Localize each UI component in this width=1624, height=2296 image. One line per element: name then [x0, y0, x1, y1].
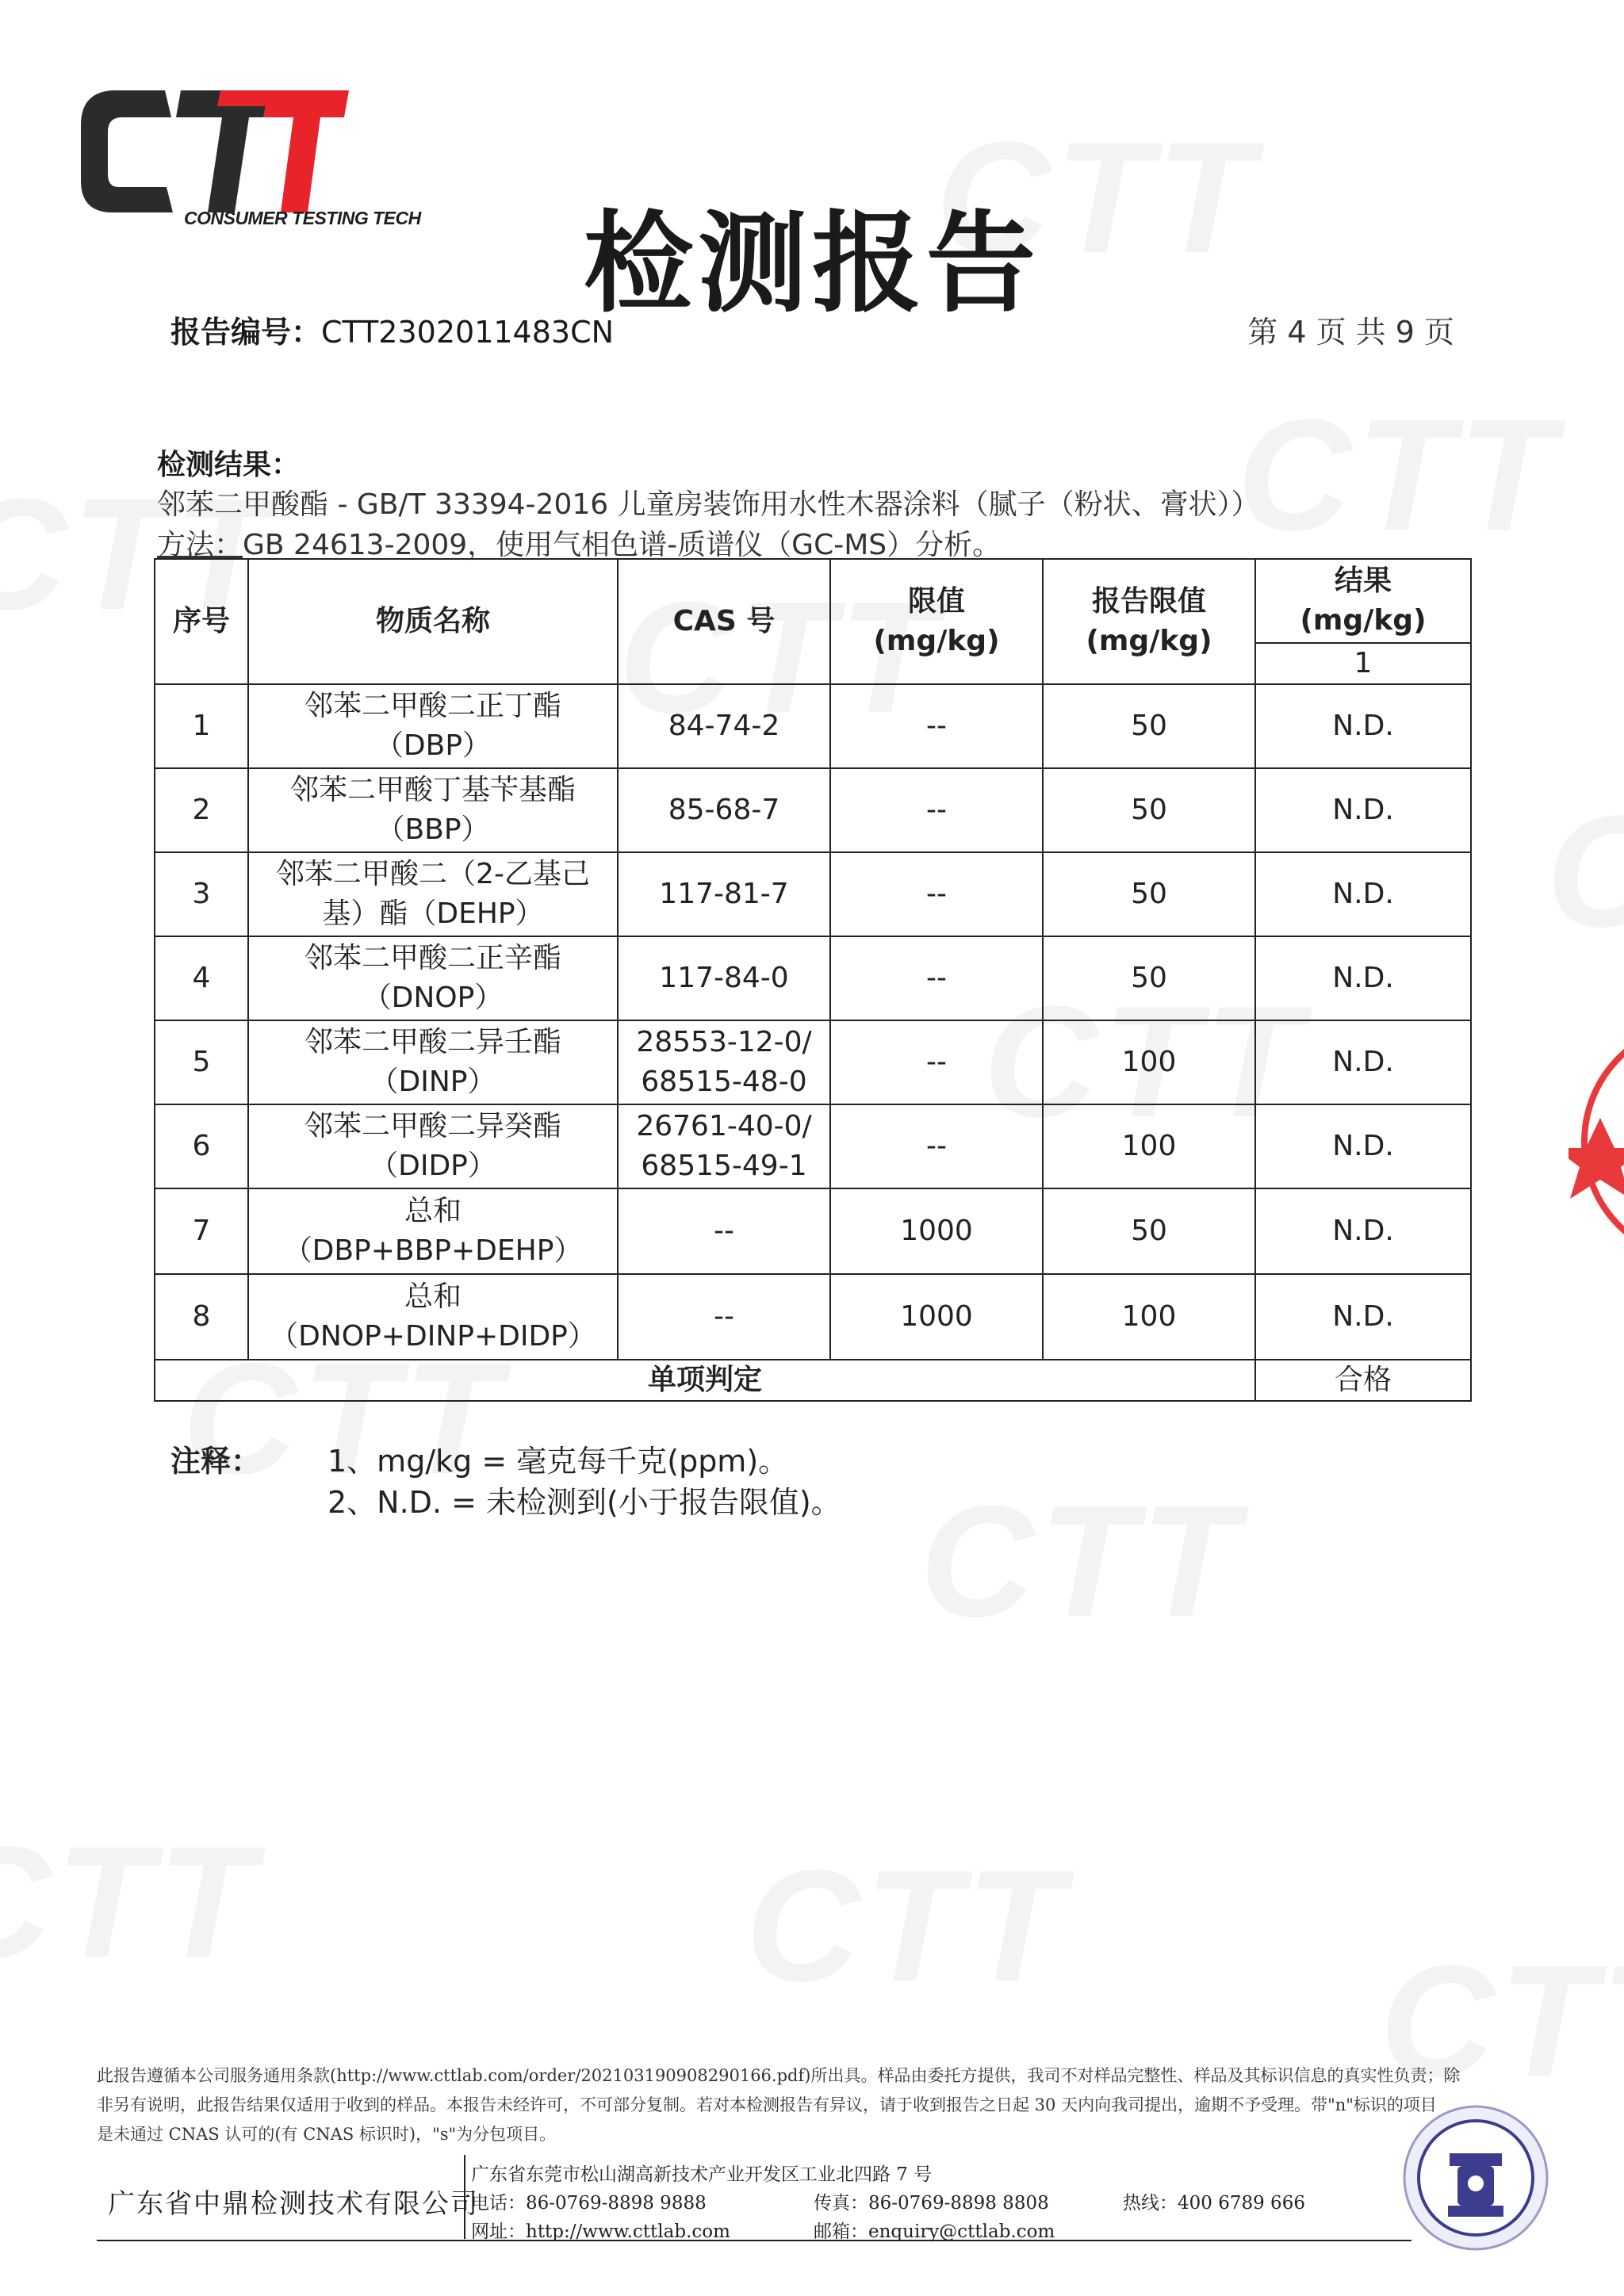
footer-rule — [97, 2240, 1411, 2241]
cell-no-text: 3 — [192, 878, 211, 910]
cell-no-text: 8 — [192, 1300, 211, 1333]
header-limit — [830, 559, 1043, 684]
cell-limit — [830, 852, 1043, 936]
cell-report-limit — [1043, 684, 1255, 768]
watermark — [920, 1483, 1243, 1641]
cell-report-limit — [1043, 1104, 1255, 1188]
report-number — [170, 308, 614, 351]
method-line — [157, 522, 1001, 563]
table-row — [155, 1020, 1471, 1104]
cell-result — [1255, 1188, 1471, 1274]
cell-limit — [830, 1104, 1043, 1188]
cell-cas-text: 117-84-0 — [659, 962, 789, 994]
method-value: GB 24613-2009，使用气相色谱-质谱仪（GC-MS）分析。 — [243, 529, 1002, 561]
cell-no-text: 5 — [192, 1046, 211, 1078]
header-limit-unit: (mg/kg) — [873, 625, 1000, 657]
cell-result-text: N.D. — [1332, 710, 1394, 742]
cell-substance-text: （DIDP） — [370, 1150, 496, 1182]
cell-substance-text: 邻苯二甲酸二正丁酯 — [304, 690, 561, 722]
footer-address: 广东省东莞市松山湖高新技术产业开发区工业北四路 7 号 — [471, 2164, 933, 2185]
note-item: 1、mg/kg = 毫克每千克(ppm)。 — [327, 1444, 789, 1479]
cell-no — [155, 768, 248, 852]
cell-substance-text: （DNOP） — [362, 982, 504, 1014]
cell-substance-text: 基）酯（DEHP） — [322, 897, 544, 930]
cell-report-limit-text: 50 — [1131, 962, 1167, 994]
cell-limit — [830, 684, 1043, 768]
cell-limit — [830, 1274, 1043, 1360]
cell-cas-text: 84-74-2 — [668, 710, 780, 742]
cell-cas — [618, 936, 830, 1020]
disclaimer-line: 是未通过 CNAS 认可的(有 CNAS 标识时)，"s"为分包项目。 — [97, 2125, 557, 2144]
disclaimer-line: 非另有说明，此报告结果仅适用于收到的样品。本报告未经许可，不可部分复制。若对本检测报告有异议，请于收到报告之日起 30 天内向我司提出，逾期不予受理。带"n"标识的项目 — [97, 2095, 1437, 2114]
cell-report-limit — [1043, 852, 1255, 936]
cell-report-limit-text: 50 — [1131, 878, 1167, 910]
cell-report-limit — [1043, 768, 1255, 852]
cell-substance-text: 邻苯二甲酸二异癸酯 — [304, 1110, 561, 1142]
cell-result-text: N.D. — [1332, 1130, 1394, 1162]
cell-result — [1255, 684, 1471, 768]
cell-cas — [618, 1104, 830, 1188]
watermark — [0, 1823, 259, 1982]
cell-no-text: 7 — [192, 1215, 211, 1247]
cell-cas — [618, 852, 830, 936]
verdict-value: 合格 — [1255, 1360, 1471, 1401]
cell-result-text: N.D. — [1332, 878, 1394, 910]
cell-substance-text: （DBP+BBP+DEHP） — [283, 1234, 583, 1267]
footer-website[interactable]: 网址：http://www.cttlab.com — [471, 2221, 730, 2242]
cell-substance-text: 邻苯二甲酸二（2-乙基己 — [276, 858, 590, 890]
cell-cas-text: 68515-48-0 — [641, 1066, 807, 1098]
cell-report-limit-text: 50 — [1131, 710, 1167, 742]
verdict-label: 单项判定 — [155, 1360, 1255, 1401]
cell-no-text: 2 — [192, 794, 211, 826]
cell-substance — [248, 936, 618, 1020]
header-report-limit-label: 报告限值 — [1091, 585, 1206, 618]
header-result-label: 结果 — [1334, 564, 1392, 597]
cell-no — [155, 852, 248, 936]
header-cas: CAS 号 — [618, 559, 830, 684]
watermark — [1237, 396, 1560, 555]
cell-limit — [830, 936, 1043, 1020]
header-sample-no: 1 — [1255, 643, 1471, 684]
cell-report-limit — [1043, 1020, 1255, 1104]
cell-result — [1255, 1020, 1471, 1104]
logo-tagline: CONSUMER TESTING TECH — [184, 208, 421, 228]
cell-no — [155, 936, 248, 1020]
cell-report-limit-text: 100 — [1121, 1046, 1177, 1078]
cell-cas — [618, 768, 830, 852]
cell-no — [155, 684, 248, 768]
cell-cas-text: 85-68-7 — [668, 794, 780, 826]
note-item: 2、N.D. = 未检测到(小于报告限值)。 — [327, 1485, 841, 1520]
cell-limit-text: -- — [926, 878, 947, 910]
cell-cas-text: 26761-40-0/ — [636, 1110, 812, 1142]
cell-report-limit-text: 50 — [1131, 794, 1167, 826]
page-title: 检测报告 — [583, 200, 1040, 327]
cell-result — [1255, 852, 1471, 936]
cell-cas-text: -- — [714, 1300, 734, 1333]
cell-cas — [618, 1274, 830, 1360]
method-label: 方法： — [157, 529, 243, 561]
cell-result-text: N.D. — [1332, 1215, 1394, 1247]
table-row — [155, 852, 1471, 936]
cell-limit — [830, 1188, 1043, 1274]
cell-cas-text: 28553-12-0/ — [636, 1026, 812, 1058]
cell-cas-text: 117-81-7 — [659, 878, 789, 910]
cell-substance-text: 邻苯二甲酸丁基苄基酯 — [289, 774, 576, 806]
cell-limit-text: -- — [926, 794, 947, 826]
cell-report-limit — [1043, 936, 1255, 1020]
cell-no-text: 1 — [192, 710, 211, 742]
cell-cas-text: -- — [714, 1215, 734, 1247]
cell-substance-text: （DBP） — [374, 729, 492, 762]
cell-no-text: 6 — [192, 1130, 211, 1162]
cell-result-text: N.D. — [1332, 1046, 1394, 1078]
disclaimer — [97, 2061, 1532, 2149]
cell-substance — [248, 1274, 618, 1360]
cell-no — [155, 1188, 248, 1274]
results-table — [154, 558, 1472, 1402]
report-number-value: CTT2302011483CN — [321, 315, 615, 350]
cell-result — [1255, 1274, 1471, 1360]
header-substance: 物质名称 — [248, 559, 618, 684]
cell-no — [155, 1104, 248, 1188]
cell-report-limit — [1043, 1274, 1255, 1360]
table-row — [155, 936, 1471, 1020]
cell-substance-text: 总和 — [404, 1280, 462, 1313]
table-row — [155, 684, 1471, 768]
header-result — [1255, 559, 1471, 643]
cell-substance-text: 邻苯二甲酸二异壬酯 — [304, 1026, 561, 1058]
cell-limit-text: -- — [926, 962, 947, 994]
footer-email[interactable]: 邮箱：enquiry@cttlab.com — [814, 2221, 1055, 2242]
cell-limit-text: -- — [926, 710, 947, 742]
table-row — [155, 1104, 1471, 1188]
notes-label: 注释： — [170, 1444, 262, 1479]
page-info: 第 4 页 共 9 页 — [1247, 315, 1454, 350]
cell-limit-text: 1000 — [900, 1215, 973, 1247]
seal-fragment — [1568, 983, 1624, 1300]
header-report-limit — [1043, 559, 1255, 684]
cell-substance — [248, 684, 618, 768]
cell-result — [1255, 936, 1471, 1020]
watermark — [1546, 793, 1624, 951]
cell-report-limit-text: 100 — [1121, 1300, 1177, 1333]
table-row — [155, 1274, 1471, 1360]
cell-substance — [248, 852, 618, 936]
cell-limit-text: 1000 — [900, 1300, 973, 1333]
section-heading: 检测结果： — [157, 449, 301, 481]
cell-result-text: N.D. — [1332, 1300, 1394, 1333]
cell-report-limit — [1043, 1188, 1255, 1274]
cell-report-limit-text: 50 — [1131, 1215, 1167, 1247]
cell-substance-text: （BBP） — [376, 813, 490, 846]
cell-cas — [618, 1188, 830, 1274]
cell-report-limit-text: 100 — [1121, 1130, 1177, 1162]
cell-cas — [618, 1020, 830, 1104]
table-row — [155, 1188, 1471, 1274]
cell-substance — [248, 1020, 618, 1104]
cell-substance — [248, 1104, 618, 1188]
cell-substance-text: 邻苯二甲酸二正辛酯 — [304, 942, 561, 974]
footer-fax: 传真：86-0769-8898 8808 — [814, 2193, 1049, 2214]
report-number-label: 报告编号： — [170, 315, 322, 350]
cell-result-text: N.D. — [1332, 794, 1394, 826]
cell-cas — [618, 684, 830, 768]
section-subtitle: 邻苯二甲酸酯 - GB/T 33394-2016 儿童房装饰用水性木器涂料（腻子（粉状、膏状）） — [157, 488, 1260, 521]
header-report-limit-unit: (mg/kg) — [1086, 625, 1212, 657]
cell-limit-text: -- — [926, 1046, 947, 1078]
watermark — [745, 1847, 1068, 2006]
cell-result — [1255, 1104, 1471, 1188]
cell-no-text: 4 — [192, 962, 211, 994]
company-stamp — [1402, 2104, 1549, 2252]
header-no: 序号 — [155, 559, 248, 684]
table-row — [155, 768, 1471, 852]
disclaimer-line: 此报告遵循本公司服务通用条款(http://www.cttlab.com/order/20210319090829016​6.pdf)所出具。样品由委托方提供，我司不对样品完整性、样品及其标识信息的真实性负责；除 — [97, 2066, 1461, 2085]
cell-no — [155, 1020, 248, 1104]
footer-hotline: 热线：400 6789 666 — [1123, 2193, 1305, 2214]
cell-limit — [830, 1020, 1043, 1104]
cell-result — [1255, 768, 1471, 852]
cell-substance — [248, 1188, 618, 1274]
header-limit-label: 限值 — [907, 585, 965, 618]
cell-cas-text: 68515-49-1 — [641, 1150, 807, 1182]
cell-substance-text: （DINP） — [370, 1066, 496, 1098]
cell-result-text: N.D. — [1332, 962, 1394, 994]
header-result-unit: (mg/kg) — [1300, 604, 1427, 637]
cell-substance-text: （DNOP+DINP+DIDP） — [270, 1320, 596, 1353]
cell-no — [155, 1274, 248, 1360]
cell-substance — [248, 768, 618, 852]
cell-limit-text: -- — [926, 1130, 947, 1162]
cell-limit — [830, 768, 1043, 852]
footer-phone: 电话：86-0769-8898 9888 — [471, 2193, 707, 2214]
cell-substance-text: 总和 — [404, 1195, 462, 1227]
company-name: 广东省中鼎检测技术有限公司 — [108, 2188, 479, 2220]
